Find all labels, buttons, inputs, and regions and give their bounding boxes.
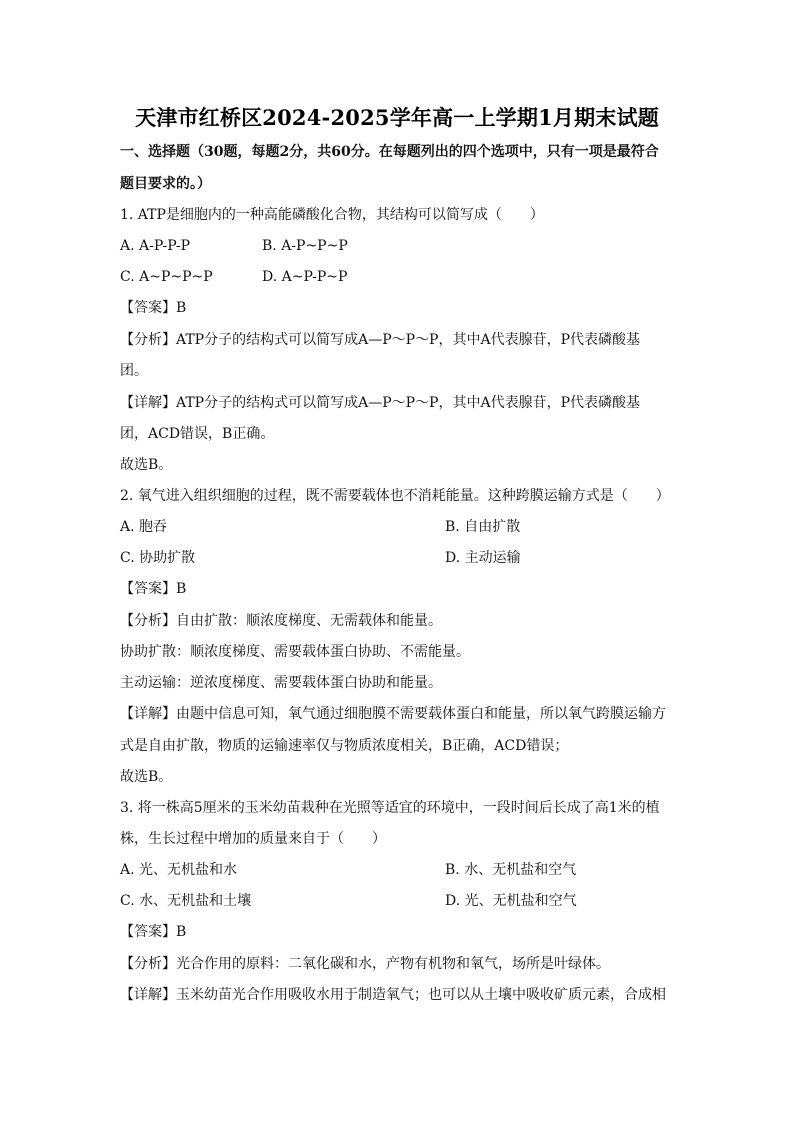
question-3-stem: 3. 将一株高5厘米的玉米幼苗栽种在光照等适宜的环境中，一段时间后长成了高1米的植 bbox=[120, 800, 660, 816]
question-2-answer: 【答案】B bbox=[120, 581, 187, 597]
question-2-option-a: A. 胞吞 bbox=[120, 519, 168, 535]
question-3-option-b: B. 水、无机盐和空气 bbox=[445, 862, 577, 878]
question-3-option-a: A. 光、无机盐和水 bbox=[120, 862, 238, 878]
question-2-analysis-2: 协助扩散：顺浓度梯度、需要载体蛋白协助、不需能量。 bbox=[120, 644, 470, 660]
question-1-conclusion: 故选B。 bbox=[120, 457, 173, 473]
page-title: 天津市红桥区2024-2025学年高一上学期1月期末试题 bbox=[135, 105, 659, 130]
question-1-option-a: A. A-P-P-P bbox=[120, 238, 191, 254]
question-1-detail-cont: 团，ACD错误，B正确。 bbox=[120, 426, 275, 442]
question-3-detail: 【详解】玉米幼苗光合作用吸收水用于制造氧气；也可以从土壤中吸收矿质元素，合成相 bbox=[120, 987, 666, 1003]
question-1-option-d: D. A~P-P~P bbox=[262, 269, 348, 285]
question-2-detail-cont: 式是自由扩散，物质的运输速率仅与物质浓度相关，B正确，ACD错误； bbox=[120, 738, 569, 754]
question-1-answer: 【答案】B bbox=[120, 300, 187, 316]
question-3-option-c: C. 水、无机盐和土壤 bbox=[120, 893, 252, 909]
question-1-option-b: B. A-P~P~P bbox=[262, 238, 348, 254]
question-2-conclusion: 故选B。 bbox=[120, 769, 173, 785]
question-2-analysis-3: 主动运输：逆浓度梯度、需要载体蛋白协助和能量。 bbox=[120, 675, 442, 691]
question-3-answer: 【答案】B bbox=[120, 924, 187, 940]
question-3-option-d: D. 光、无机盐和空气 bbox=[445, 893, 577, 909]
question-1-analysis: 【分析】ATP分子的结构式可以简写成A—P～P～P，其中A代表腺苷，P代表磷酸基 bbox=[120, 332, 641, 348]
question-2-option-b: B. 自由扩散 bbox=[445, 519, 521, 535]
question-1-stem: 1. ATP是细胞内的一种高能磷酸化合物，其结构可以简写成（ ） bbox=[120, 207, 544, 223]
question-3-stem-cont: 株，生长过程中增加的质量来自于（ ） bbox=[120, 831, 386, 847]
question-2-stem: 2. 氧气进入组织细胞的过程，既不需要载体也不消耗能量。这种跨膜运输方式是（ ） bbox=[120, 488, 670, 504]
section-instructions: 一、选择题（30题，每题2分，共60分。在每题列出的四个选项中，只有一项是最符合 bbox=[120, 144, 659, 160]
question-1-analysis-cont: 团。 bbox=[120, 363, 148, 379]
question-2-option-c: C. 协助扩散 bbox=[120, 550, 196, 566]
question-2-analysis: 【分析】自由扩散：顺浓度梯度、无需载体和能量。 bbox=[120, 613, 442, 629]
question-3-analysis: 【分析】光合作用的原料：二氧化碳和水，产物有机物和氧气，场所是叶绿体。 bbox=[120, 956, 610, 972]
question-1-detail: 【详解】ATP分子的结构式可以简写成A—P～P～P，其中A代表腺苷，P代表磷酸基 bbox=[120, 395, 641, 411]
question-2-option-d: D. 主动运输 bbox=[445, 550, 521, 566]
question-1-option-c: C. A~P~P~P bbox=[120, 269, 213, 285]
section-instructions-cont: 题目要求的。） bbox=[120, 176, 211, 192]
question-2-detail: 【详解】由题中信息可知，氧气通过细胞膜不需要载体蛋白和能量，所以氧气跨膜运输方 bbox=[120, 706, 666, 722]
